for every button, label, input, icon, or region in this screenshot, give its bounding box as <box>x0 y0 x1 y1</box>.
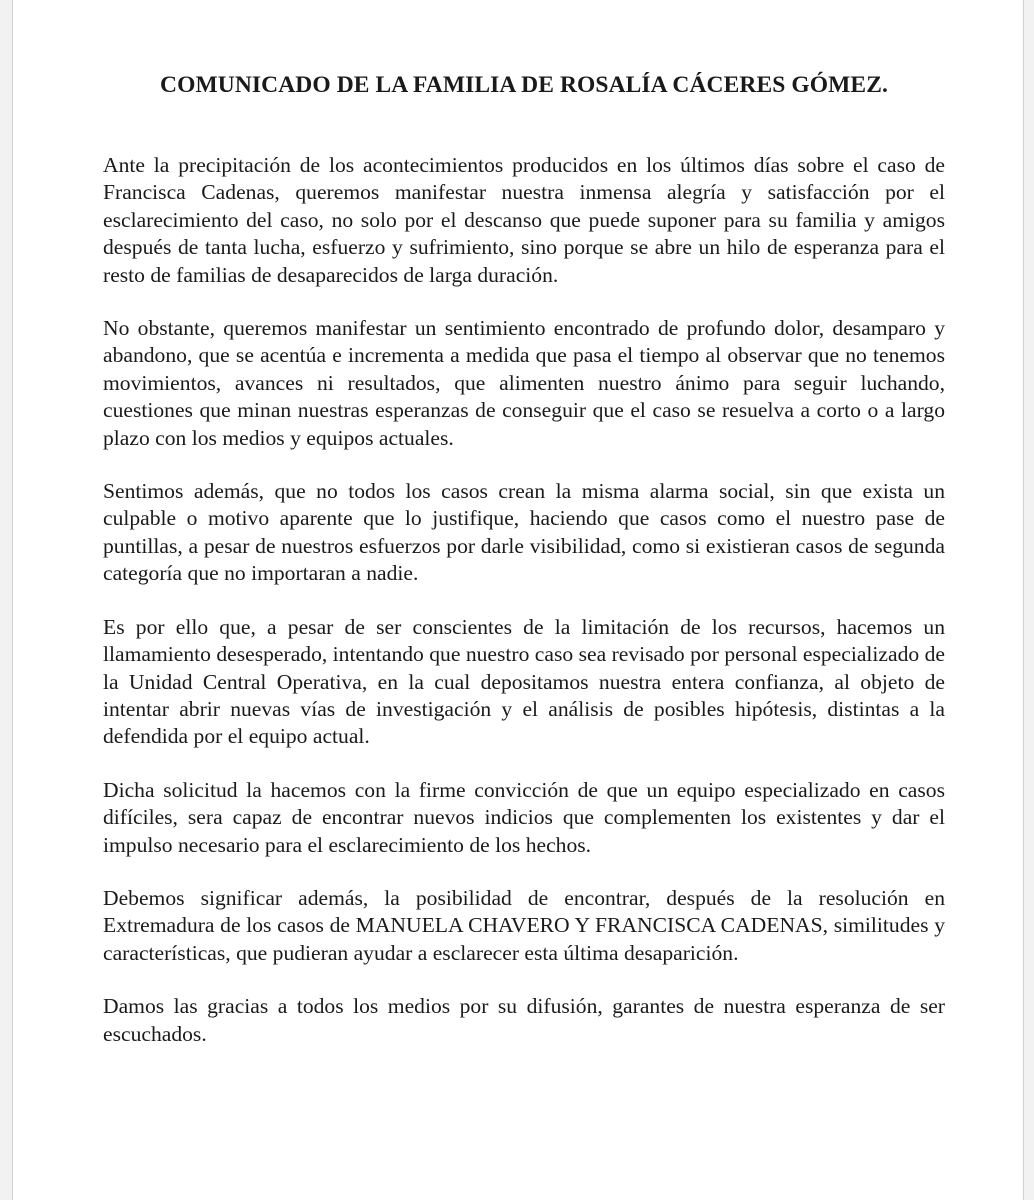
document-page <box>12 0 1024 1200</box>
document-content <box>103 70 945 1048</box>
paragraph-4: Es por ello que, a pesar de ser conscientes de la limitación de los recursos, hacemos un llamamiento desesperado, intentando que nuestro caso sea revisado por personal especializado de la Unidad Central Operativa, en la cual depositamos nuestra entera confianza, al objeto de intentar abrir nuevas vías de investigación y el análisis de posibles hipótesis, distintas a la defendida por el equipo actual. <box>103 614 945 749</box>
paragraph-2: No obstante, queremos manifestar un sentimiento encontrado de profundo dolor, desamparo y abandono, que se acentúa e incrementa a medida que pasa el tiempo al observar que no tenemos movimientos, avances ni resultados, que alimenten nuestro ánimo para seguir luchando, cuestiones que minan nuestras esperanzas de conseguir que el caso se resuelva a corto o a largo plazo con los medios y equipos actuales. <box>103 316 945 450</box>
paragraph-3: Sentimos además, que no todos los casos crean la misma alarma social, sin que exista un culpable o motivo aparente que lo justifique, haciendo que casos como el nuestro pase de puntillas, a pesar de nuestros esfuerzos por darle visibilidad, como si existieran casos de segunda categoría que no importaran a nadie. <box>103 479 945 586</box>
document-body <box>103 152 945 1048</box>
paragraph-5: Dicha solicitud la hacemos con la firme convicción de que un equipo especializado en casos difíciles, sera capaz de encontrar nuevos indicios que complementen los existentes y dar el impulso necesario para el esclarecimiento de los hechos. <box>103 777 945 857</box>
paragraph-6: Debemos significar además, la posibilidad de encontrar, después de la resolución en Extremadura de los casos de MANUELA CHAVERO Y FRANCISCA CADENAS, similitudes y características, que pudieran ayudar a esclarecer esta última desaparición. <box>103 885 945 965</box>
document-title: COMUNICADO DE LA FAMILIA DE ROSALÍA CÁCERES GÓMEZ. <box>160 72 888 98</box>
paragraph-1: Ante la precipitación de los acontecimientos producidos en los últimos días sobre el caso de Francisca Cadenas, queremos manifestar nuestra inmensa alegría y satisfacción por el esclarecimiento del caso, no solo por el descanso que puede suponer para su familia y amigos después de tanta lucha, esfuerzo y sufrimiento, sino porque se abre un hilo de esperanza para el resto de familias de desaparecidos de larga duración. <box>103 153 945 287</box>
paragraph-7: Damos las gracias a todos los medios por su difusión, garantes de nuestra esperanza de ser escuchados. <box>103 994 945 1046</box>
